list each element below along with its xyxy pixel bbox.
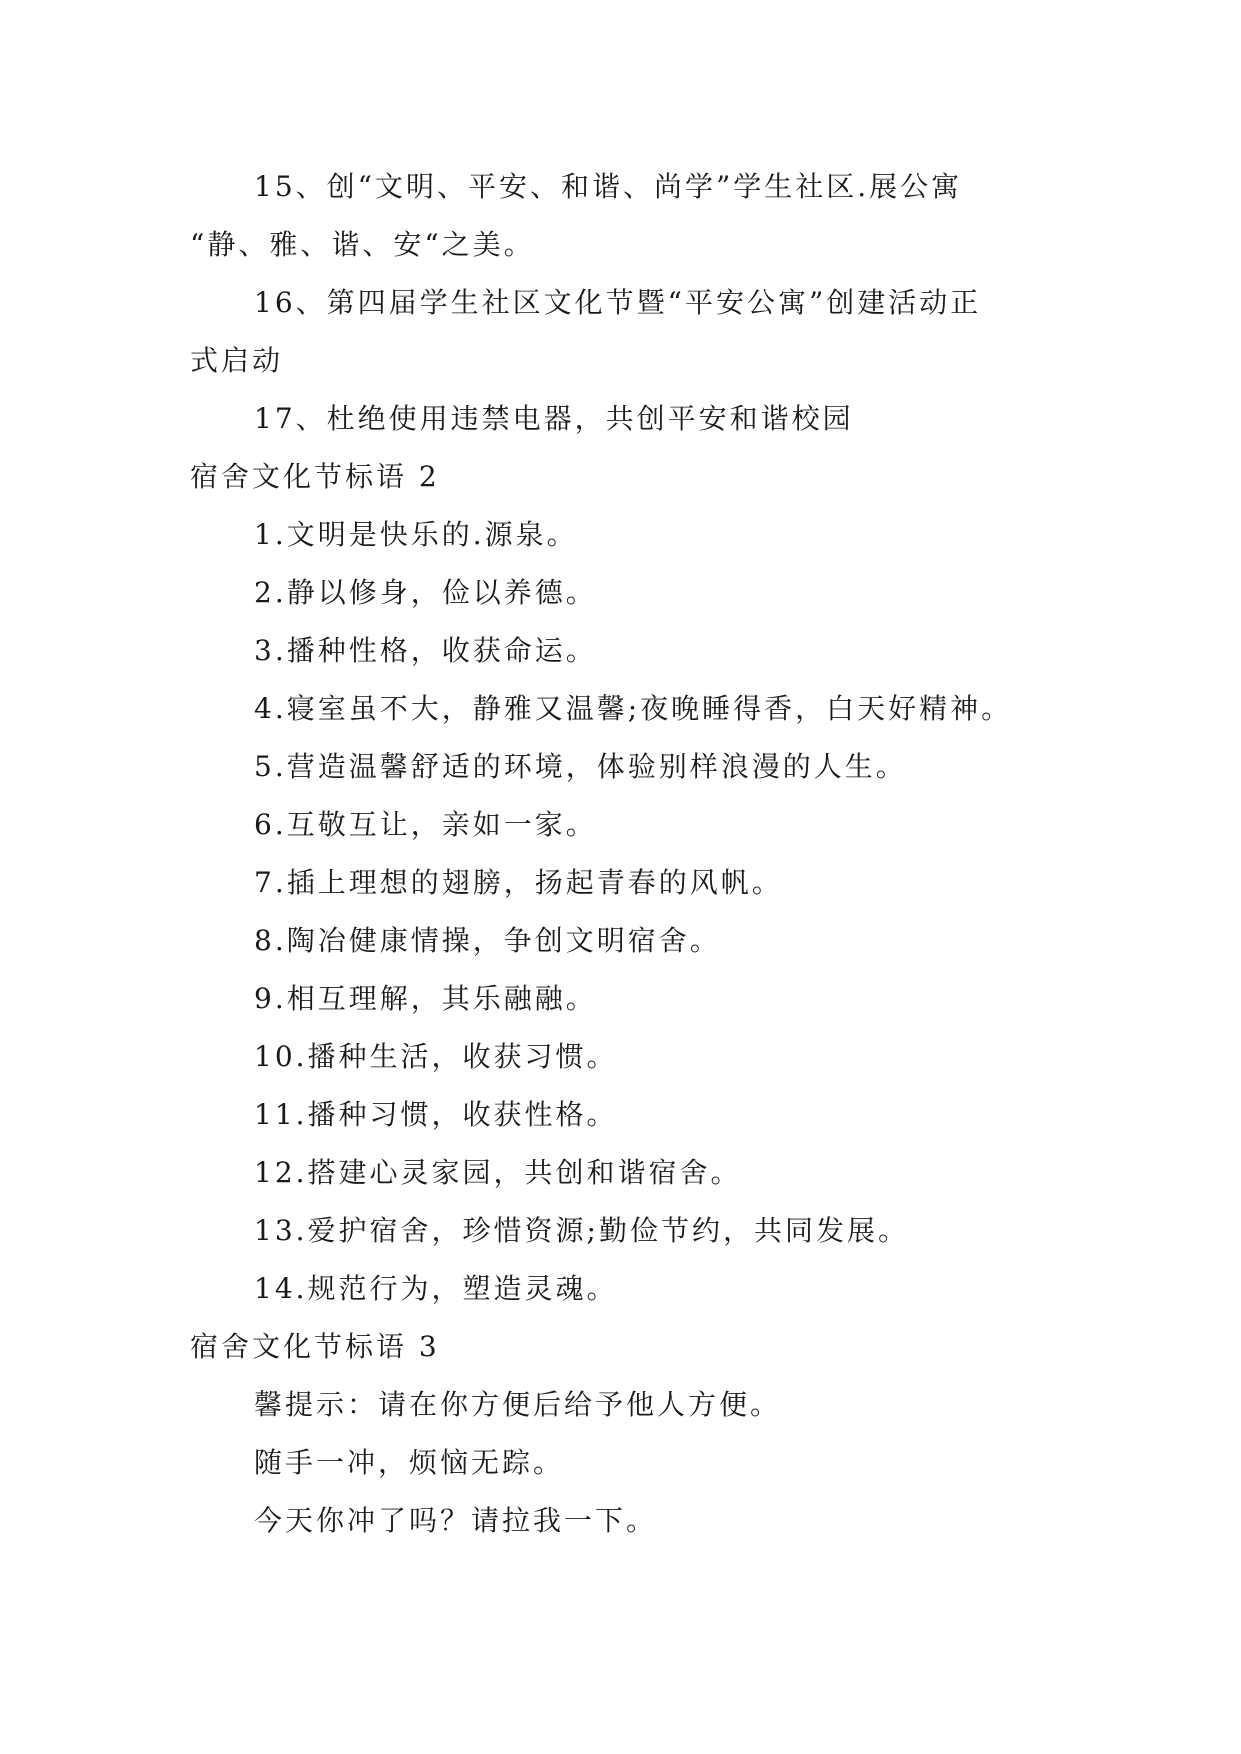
slogan-line: 8.陶冶健康情操，争创文明宿舍。 — [254, 924, 721, 957]
slogan-line: 16、第四届学生社区文化节暨“平安公寓”创建活动正 — [254, 286, 982, 319]
slogan-line: 今天你冲了吗？请拉我一下。 — [254, 1504, 658, 1537]
slogan-line: 11.播种习惯，收获性格。 — [254, 1098, 618, 1131]
document-body — [190, 158, 1070, 1550]
slogan-line: 12.搭建心灵家园，共创和谐宿舍。 — [254, 1156, 742, 1189]
slogan-line: 馨提示：请在你方便后给予他人方便。 — [254, 1388, 782, 1421]
slogan-line: 4.寝室虽不大，静雅又温馨;夜晚睡得香，白天好精神。 — [254, 692, 1013, 725]
slogan-line: 2.静以修身，俭以养德。 — [254, 576, 597, 609]
slogan-line-continuation: 式启动 — [190, 344, 284, 377]
slogan-line: 随手一冲，烦恼无踪。 — [254, 1446, 565, 1479]
slogan-line: 7.插上理想的翅膀，扬起青春的风帆。 — [254, 866, 783, 899]
slogan-line: 3.播种性格，收获命运。 — [254, 634, 597, 667]
slogan-line-continuation: “静、雅、谐、安“之美。 — [190, 228, 535, 261]
slogan-line: 6.互敬互让，亲如一家。 — [254, 808, 597, 841]
slogan-line: 14.规范行为，塑造灵魂。 — [254, 1272, 618, 1305]
section-heading: 宿舍文化节标语 3 — [190, 1330, 440, 1363]
slogan-line: 10.播种生活，收获习惯。 — [254, 1040, 618, 1073]
slogan-line: 9.相互理解，其乐融融。 — [254, 982, 597, 1015]
slogan-line: 13.爱护宿舍，珍惜资源;勤俭节约，共同发展。 — [254, 1214, 909, 1247]
section-heading: 宿舍文化节标语 2 — [190, 460, 440, 493]
slogan-line: 17、杜绝使用违禁电器，共创平安和谐校园 — [254, 402, 854, 435]
slogan-line: 15、创“文明、平安、和谐、尚学”学生社区.展公寓 — [254, 170, 963, 203]
slogan-line: 5.营造温馨舒适的环境，体验别样浪漫的人生。 — [254, 750, 907, 783]
slogan-line: 1.文明是快乐的.源泉。 — [254, 518, 578, 551]
